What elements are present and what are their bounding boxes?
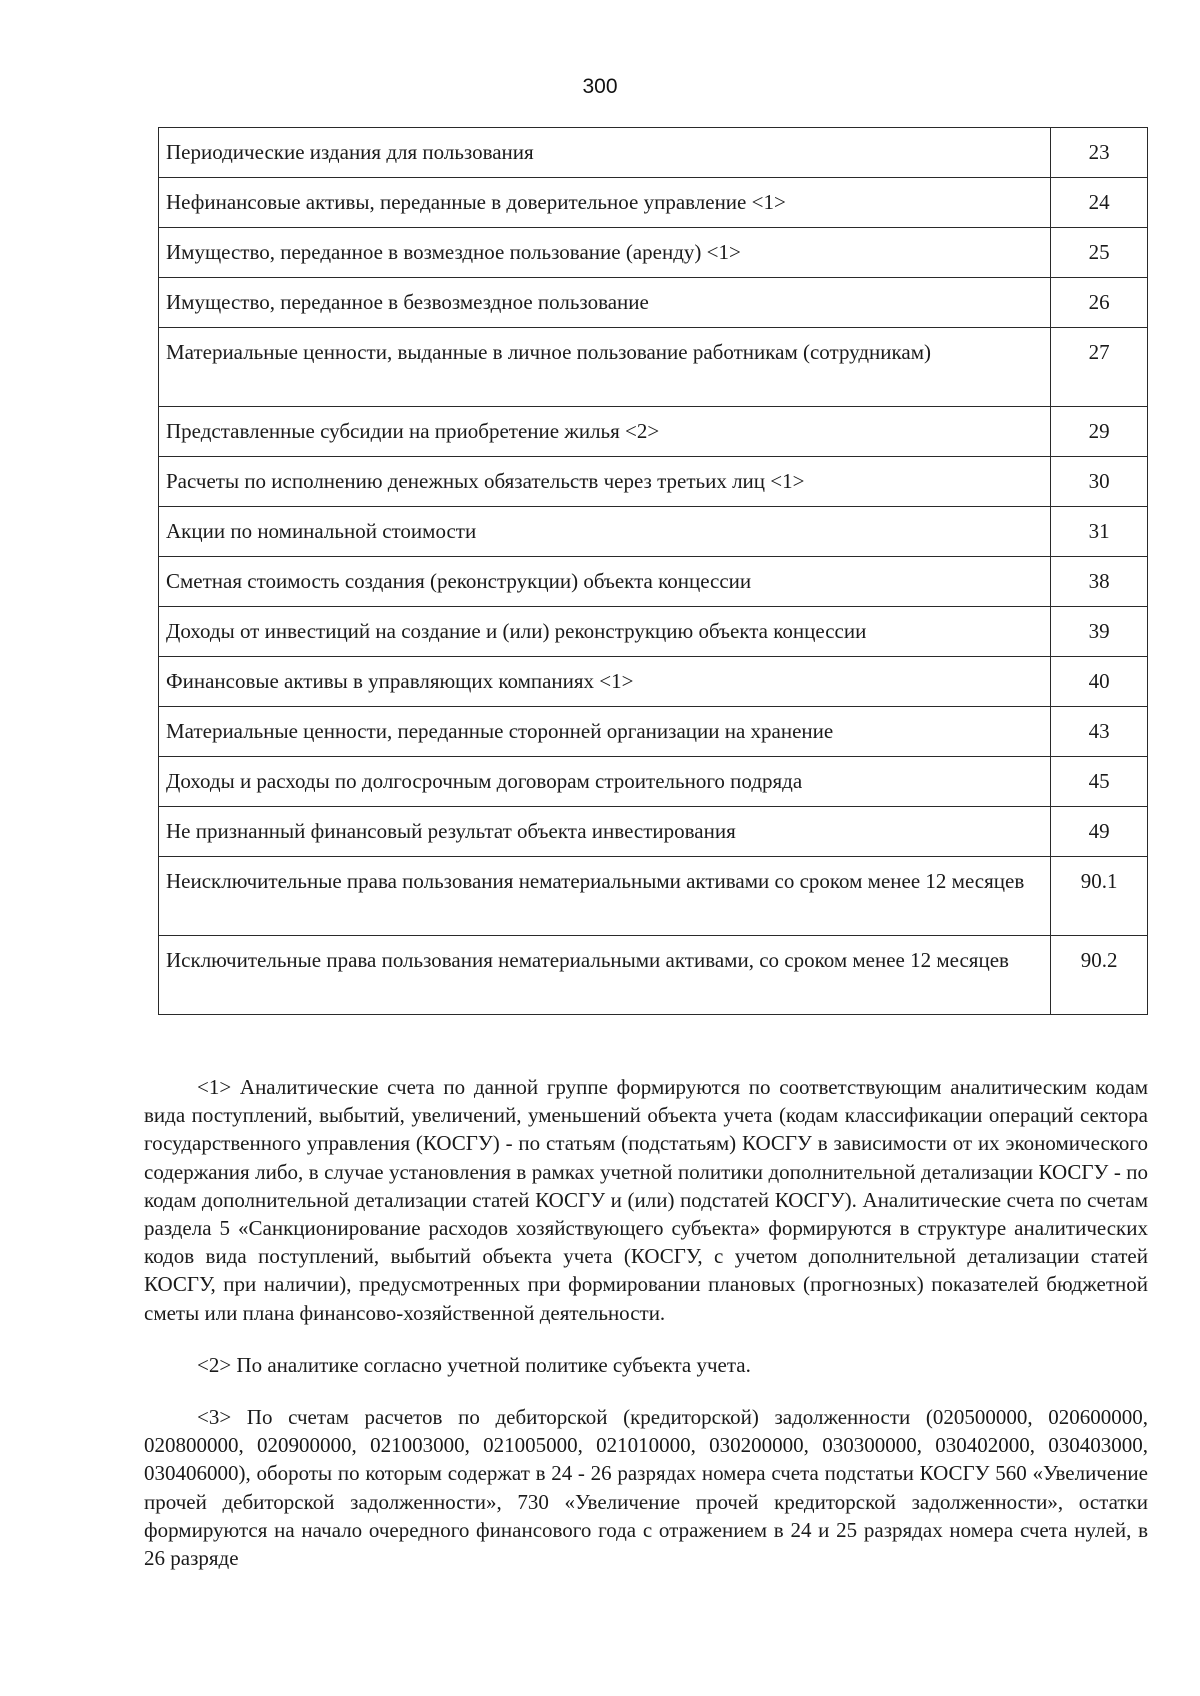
account-code: 25 [1051, 228, 1148, 278]
account-code: 31 [1051, 507, 1148, 557]
account-code: 27 [1051, 328, 1148, 407]
account-code: 30 [1051, 457, 1148, 507]
footnote-2: <2> По аналитике согласно учетной политике субъекта учета. [197, 1352, 751, 1377]
account-code: 40 [1051, 657, 1148, 707]
table-row [159, 328, 1148, 407]
footnote-3: <3> По счетам расчетов по дебиторской (кредиторской) задолженности (020500000, 020600000, 020800000, 020900000, 021003000, 021005000, 021010000, 030200000, 030300000, 030402000, 030403000, 030406000), обороты по которым содержат в 24 - 26 разрядах номера счета подстатьи КОСГУ 560 «Увеличение прочей дебиторской задолженности», 730 «Увеличение прочей кредиторской задолженности», остатки формируются на начало очередного финансового года с отражением в 24 и 25 разрядах номера счета нулей, в 26 разряде [144, 1405, 1148, 1571]
table-row [159, 857, 1148, 936]
account-code: 39 [1051, 607, 1148, 657]
account-name: Доходы и расходы по долгосрочным договорам строительного подряда [159, 757, 1051, 807]
table-row [159, 607, 1148, 657]
account-name: Не признанный финансовый результат объекта инвестирования [159, 807, 1051, 857]
account-code: 24 [1051, 178, 1148, 228]
account-code: 43 [1051, 707, 1148, 757]
account-name: Исключительные права пользования нематериальными активами, со сроком менее 12 месяцев [159, 936, 1051, 1015]
account-name: Имущество, переданное в возмездное пользование (аренду) <1> [159, 228, 1051, 278]
table-row [159, 507, 1148, 557]
account-name: Нефинансовые активы, переданные в доверительное управление <1> [159, 178, 1051, 228]
footnotes [144, 1073, 1148, 1596]
account-name: Представленные субсидии на приобретение жилья <2> [159, 407, 1051, 457]
table-row [159, 178, 1148, 228]
account-code: 29 [1051, 407, 1148, 457]
table-row [159, 657, 1148, 707]
account-name: Сметная стоимость создания (реконструкции) объекта концессии [159, 557, 1051, 607]
table-row [159, 807, 1148, 857]
account-code: 26 [1051, 278, 1148, 328]
table-row [159, 278, 1148, 328]
account-code: 23 [1051, 128, 1148, 178]
account-name: Финансовые активы в управляющих компаниях <1> [159, 657, 1051, 707]
table-row [159, 557, 1148, 607]
account-name: Расчеты по исполнению денежных обязательств через третьих лиц <1> [159, 457, 1051, 507]
page-number: 300 [582, 75, 618, 98]
account-code: 90.1 [1051, 857, 1148, 936]
table-row [159, 757, 1148, 807]
account-name: Материальные ценности, переданные сторонней организации на хранение [159, 707, 1051, 757]
account-name: Имущество, переданное в безвозмездное пользование [159, 278, 1051, 328]
table-row [159, 457, 1148, 507]
account-code: 38 [1051, 557, 1148, 607]
account-name: Неисключительные права пользования нематериальными активами со сроком менее 12 месяцев [159, 857, 1051, 936]
account-name: Акции по номинальной стоимости [159, 507, 1051, 557]
table-row [159, 128, 1148, 178]
account-name: Доходы от инвестиций на создание и (или) реконструкцию объекта концессии [159, 607, 1051, 657]
account-name: Материальные ценности, выданные в личное пользование работникам (сотрудникам) [159, 328, 1051, 407]
table-row [159, 936, 1148, 1015]
table-row [159, 228, 1148, 278]
table-row [159, 707, 1148, 757]
account-code: 90.2 [1051, 936, 1148, 1015]
account-code: 49 [1051, 807, 1148, 857]
table-row [159, 407, 1148, 457]
footnote-1: <1> Аналитические счета по данной группе формируются по соответствующим аналитическим кодам вида поступлений, выбытий, увеличений, уменьшений объекта учета (кодам классификации операций сектора государственного управления (КОСГУ) - по статьям (подстатьям) КОСГУ в зависимости от их экономического содержания либо, в случае установления в рамках учетной политики дополнительной детализации КОСГУ - по кодам дополнительной детализации статей КОСГУ и (или) подстатей КОСГУ). Аналитические счета по счетам раздела 5 «Санкционирование расходов хозяйствующего субъекта» формируются в структуре аналитических кодов вида поступлений, выбытий объекта учета (КОСГУ, с учетом дополнительной детализации статей КОСГУ, при наличии), предусмотренных при формировании плановых (прогнозных) показателей бюджетной сметы или плана финансово-хозяйственной деятельности. [144, 1075, 1148, 1325]
account-code: 45 [1051, 757, 1148, 807]
accounts-table [158, 127, 1148, 1015]
account-name: Периодические издания для пользования [159, 128, 1051, 178]
